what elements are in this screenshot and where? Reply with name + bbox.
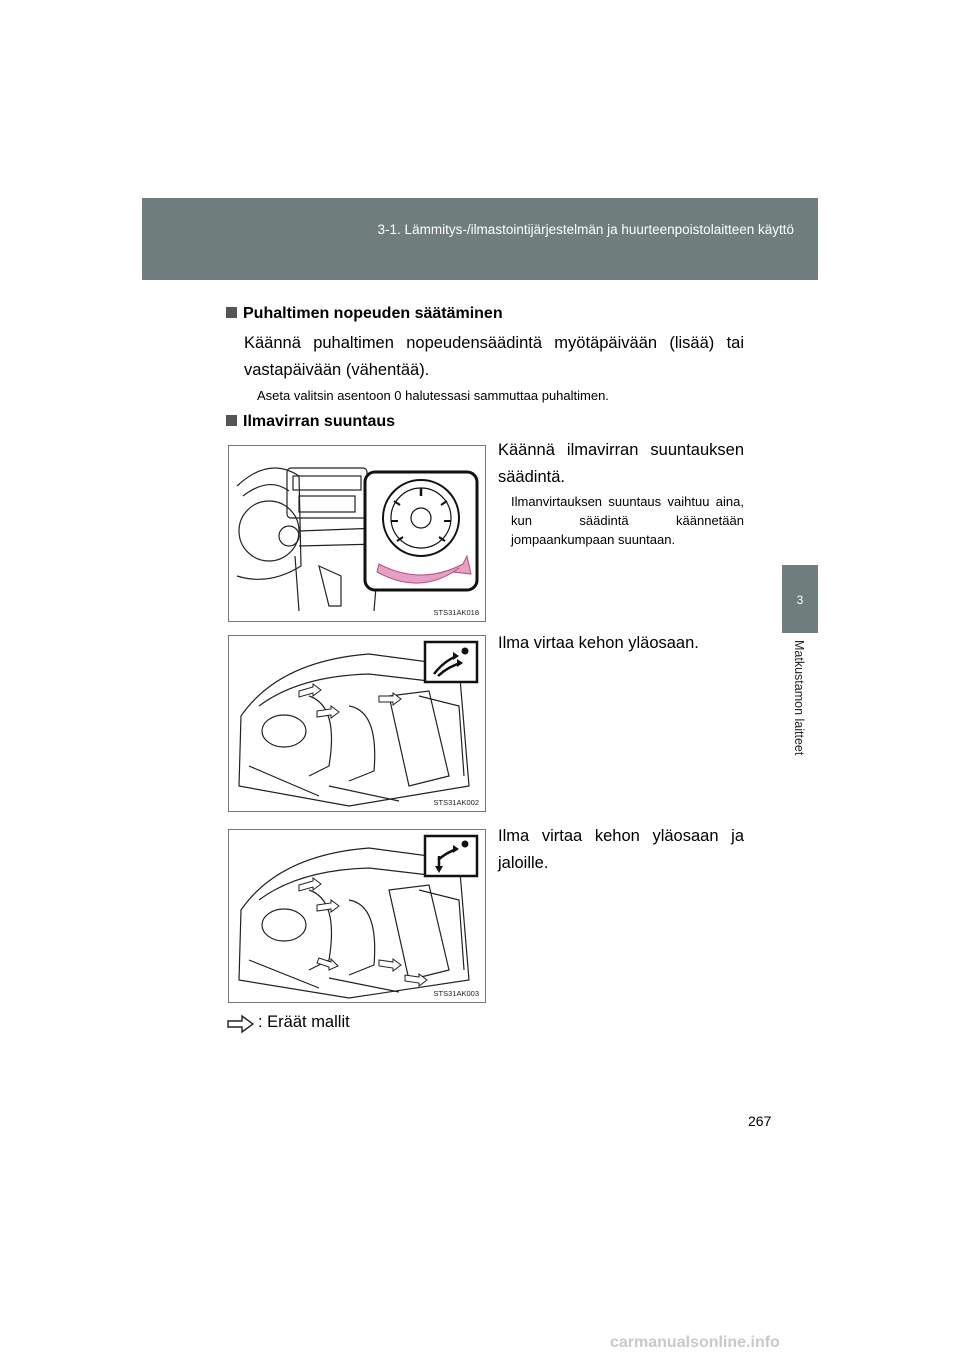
section-heading-airflow: Ilmavirran suuntaus [226,413,395,431]
airflow-dial-instruction: Käännä ilmavirran suuntauksen säädintä. [498,441,744,486]
bullet-square-icon [226,307,237,318]
fan-speed-instructions: Käännä puhaltimen nopeudensäädintä myötäpäivään (lisää) tai vastapäivään (vähentää). [244,334,744,379]
figure-code: STS31AK003 [433,989,479,998]
figure-code: STS31AK018 [433,608,479,617]
page-header [142,198,818,280]
section-heading-fan-speed: Puhaltimen nopeuden säätäminen [226,305,503,323]
figure-code: STS31AK002 [433,798,479,807]
chapter-number: 3 [796,593,804,607]
outline-arrow-icon [226,1014,256,1034]
face-vent-description: Ilma virtaa kehon yläosaan. [498,634,699,652]
chapter-label: Matkustamon laitteet [792,640,806,756]
header-title: 3-1. Lämmitys-/ilmastointijärjestelmän ja huurteenpoistolaitteen käyttö [377,222,794,237]
dial-icon [383,480,459,556]
fan-speed-note: Aseta valitsin asentoon 0 halutessasi sammuttaa puhaltimen. [257,388,609,403]
figure-airflow-dial [228,445,486,622]
face-feet-vent-description: Ilma virtaa kehon yläosaan ja jaloille. [498,827,744,872]
watermark: carmanualsonline.info [610,1334,780,1351]
bullet-square-icon [226,415,237,426]
airflow-dial-note: Ilmanvirtauksen suuntaus vaihtuu aina, kun säädintä käännetään jompaankumpaan suuntaan. [511,494,744,547]
figure-face-feet-vent [228,829,486,1003]
page-number: 267 [748,1113,772,1129]
figure-face-vent [228,635,486,812]
footer-note: : Eräät mallit [258,1013,350,1031]
chapter-tab[interactable] [782,565,818,633]
